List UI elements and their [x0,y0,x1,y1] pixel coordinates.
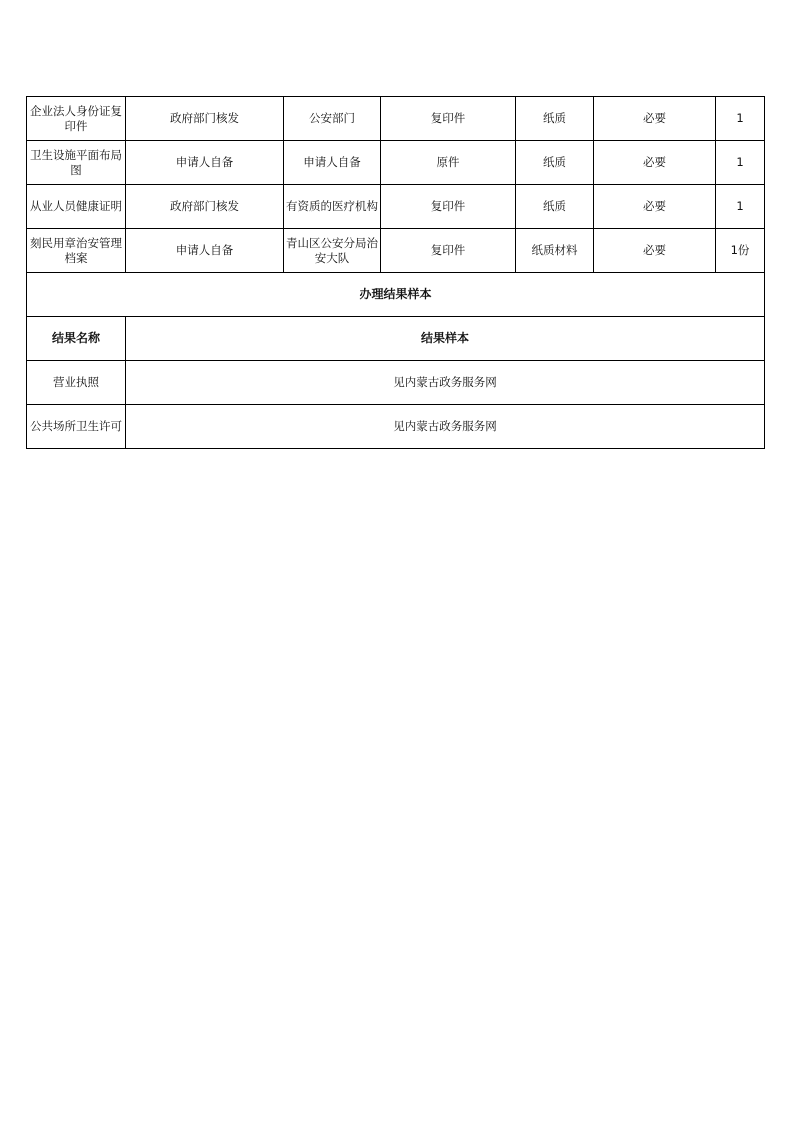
material-form: 原件 [381,141,516,185]
material-provider: 有资质的医疗机构 [284,185,381,229]
material-required: 必要 [594,229,716,273]
materials-table [26,96,765,449]
material-name: 卫生设施平面布局图 [27,141,126,185]
material-medium: 纸质 [516,97,594,141]
table-row [27,141,765,185]
material-source: 申请人自备 [126,229,284,273]
result-sample: 见内蒙古政务服务网 [126,405,765,449]
material-source: 政府部门核发 [126,97,284,141]
material-form: 复印件 [381,185,516,229]
material-source: 申请人自备 [126,141,284,185]
material-source: 政府部门核发 [126,185,284,229]
table-row [27,229,765,273]
material-medium: 纸质 [516,185,594,229]
material-provider: 申请人自备 [284,141,381,185]
material-name: 从业人员健康证明 [27,185,126,229]
result-name: 营业执照 [27,361,126,405]
material-provider: 公安部门 [284,97,381,141]
material-name: 刻民用章治安管理档案 [27,229,126,273]
material-provider: 青山区公安分局治安大队 [284,229,381,273]
material-required: 必要 [594,97,716,141]
material-medium: 纸质 [516,141,594,185]
result-name: 公共场所卫生许可 [27,405,126,449]
material-quantity: 1 [716,141,765,185]
table-row [27,97,765,141]
result-section-row [27,273,765,317]
material-quantity: 1 [716,185,765,229]
result-sample-header: 结果样本 [126,317,765,361]
table-row [27,405,765,449]
material-name: 企业法人身份证复印件 [27,97,126,141]
result-header-row [27,317,765,361]
material-form: 复印件 [381,97,516,141]
table-row [27,185,765,229]
result-section-title: 办理结果样本 [27,273,765,317]
material-required: 必要 [594,141,716,185]
material-quantity: 1 [716,97,765,141]
result-name-header: 结果名称 [27,317,126,361]
material-quantity: 1份 [716,229,765,273]
material-required: 必要 [594,185,716,229]
material-medium: 纸质材料 [516,229,594,273]
material-form: 复印件 [381,229,516,273]
result-sample: 见内蒙古政务服务网 [126,361,765,405]
table-row [27,361,765,405]
